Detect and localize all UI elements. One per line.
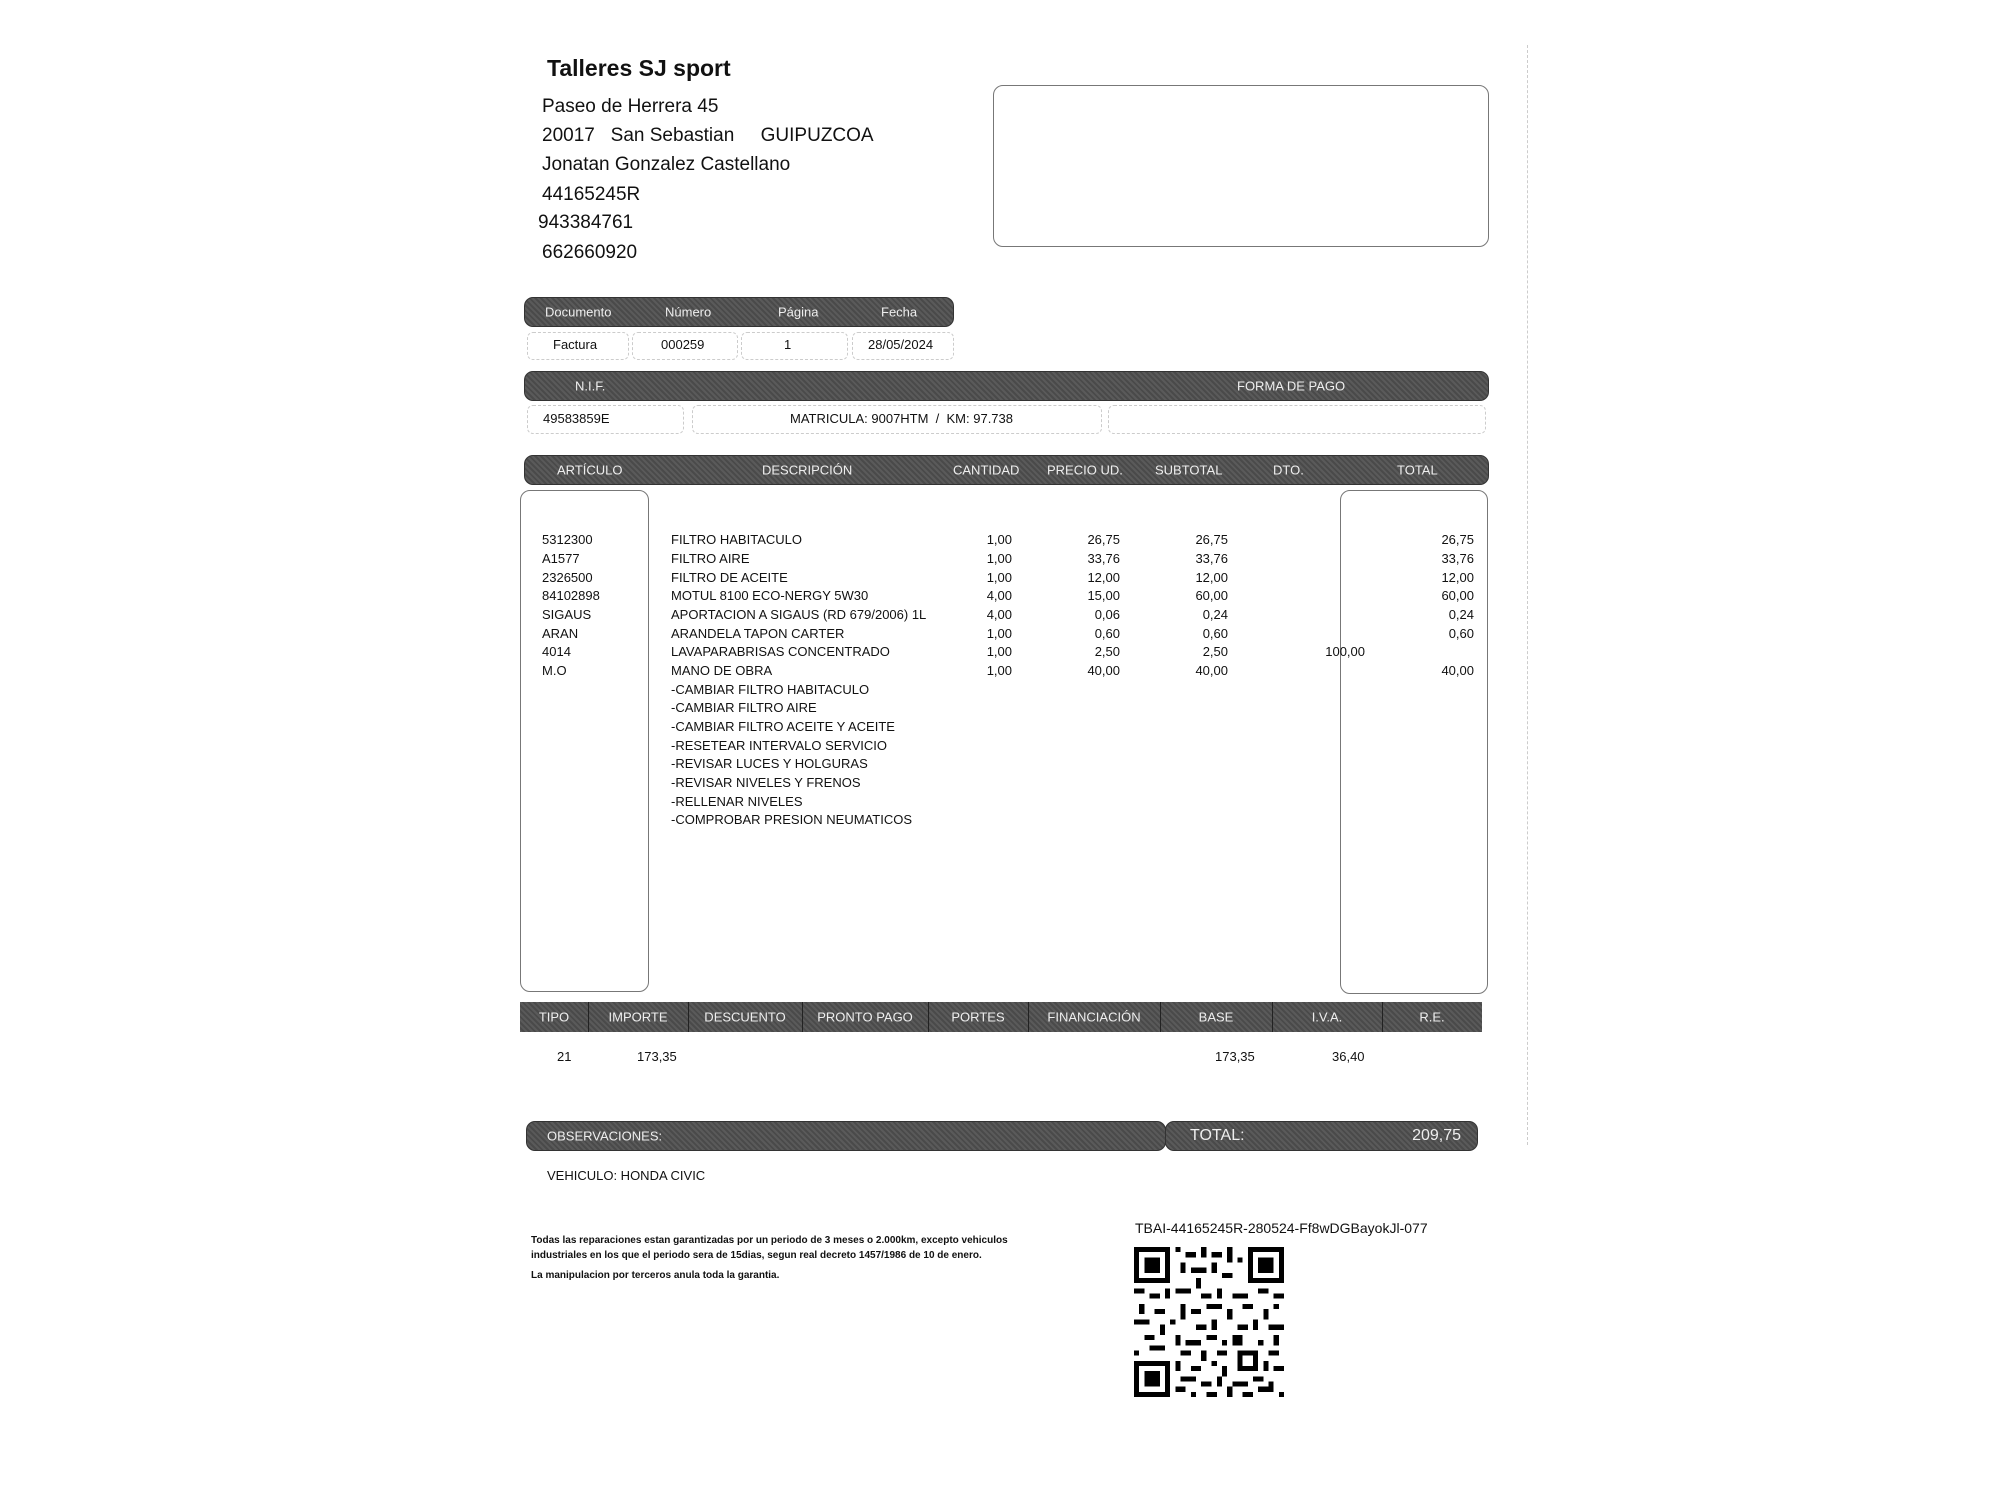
- item-1-qty: 1,00: [986, 532, 1012, 547]
- item-6-price: 0,60: [1094, 626, 1120, 641]
- item-5-subtotal: 0,24: [1202, 607, 1228, 622]
- items-col-precio: PRECIO UD.: [1047, 462, 1123, 478]
- item-8-code: M.O: [542, 663, 567, 678]
- document-header-bar: [524, 297, 954, 327]
- items-col-dto: DTO.: [1273, 462, 1304, 478]
- item-6-qty: 1,00: [986, 626, 1012, 641]
- item-4-price: 15,00: [1087, 588, 1120, 603]
- item-3-code: 2326500: [542, 570, 593, 585]
- observations-label: OBSERVACIONES:: [547, 1128, 663, 1144]
- doc-label-numero: Número: [665, 304, 712, 320]
- company-tax-id: 44165245R: [542, 184, 641, 205]
- item-7-dto: 100,00: [1325, 644, 1365, 659]
- tax-col-pronto-pago: PRONTO PAGO: [817, 1009, 913, 1025]
- item-4-qty: 4,00: [986, 588, 1012, 603]
- item-7-price: 2,50: [1094, 644, 1120, 659]
- labor-note: -CAMBIAR FILTRO HABITACULO: [671, 682, 870, 697]
- item-2-qty: 1,00: [986, 551, 1012, 566]
- items-col-cantidad: CANTIDAD: [953, 462, 1020, 478]
- item-2-price: 33,76: [1087, 551, 1120, 566]
- item-4-total: 60,00: [1441, 588, 1474, 603]
- item-2-total: 33,76: [1441, 551, 1474, 566]
- labor-note: -CAMBIAR FILTRO ACEITE Y ACEITE: [671, 719, 895, 734]
- labor-note: -CAMBIAR FILTRO AIRE: [671, 700, 817, 715]
- scan-edge-line: [1527, 45, 1528, 1145]
- company-owner: Jonatan Gonzalez Castellano: [542, 154, 791, 175]
- item-8-price: 40,00: [1087, 663, 1120, 678]
- items-code-column-box: [520, 490, 649, 992]
- labor-note: -COMPROBAR PRESION NEUMATICOS: [671, 812, 913, 827]
- doc-label-fecha: Fecha: [881, 304, 918, 320]
- company-phone-1: 943384761: [538, 212, 634, 233]
- item-1-code: 5312300: [542, 532, 593, 547]
- nif-label: N.I.F.: [575, 378, 606, 394]
- labor-note: -REVISAR LUCES Y HOLGURAS: [671, 756, 868, 771]
- item-5-desc: APORTACION A SIGAUS (RD 679/2006) 1L: [671, 607, 927, 622]
- total-bar: [1165, 1121, 1478, 1151]
- item-2-subtotal: 33,76: [1195, 551, 1228, 566]
- doc-number-value: 000259: [661, 337, 705, 352]
- labor-note: -REVISAR NIVELES Y FRENOS: [671, 775, 861, 790]
- tax-col-tipo: TIPO: [538, 1009, 570, 1025]
- observations-bar: [526, 1121, 1166, 1151]
- company-name: Talleres SJ sport: [547, 55, 731, 81]
- tax-importe-value: 173,35: [637, 1049, 677, 1064]
- item-8-qty: 1,00: [986, 663, 1012, 678]
- labor-note: -RESETEAR INTERVALO SERVICIO: [671, 738, 887, 753]
- company-address: Paseo de Herrera 45: [542, 96, 719, 117]
- tax-iva-value: 36,40: [1332, 1049, 1365, 1064]
- tbai-code: TBAI-44165245R-280524-Ff8wDGBayokJl-077: [1135, 1220, 1428, 1236]
- item-4-subtotal: 60,00: [1195, 588, 1228, 603]
- item-3-qty: 1,00: [986, 570, 1012, 585]
- items-header-bar: [524, 455, 1489, 485]
- item-5-price: 0,06: [1094, 607, 1120, 622]
- legal-line-3: La manipulacion por terceros anula toda la garantia.: [531, 1270, 780, 1281]
- tax-col-importe: IMPORTE: [608, 1009, 668, 1025]
- payment-method-cell: [1108, 405, 1486, 434]
- item-8-desc: MANO DE OBRA: [671, 663, 773, 678]
- item-5-total: 0,24: [1448, 607, 1474, 622]
- tax-tipo-value: 21: [557, 1049, 572, 1064]
- labor-note: -RELLENAR NIVELES: [671, 794, 803, 809]
- item-2-code: A1577: [542, 551, 580, 566]
- recipient-address-box: [993, 85, 1489, 247]
- item-5-qty: 4,00: [986, 607, 1012, 622]
- doc-page-cell: [741, 332, 848, 360]
- item-6-total: 0,60: [1448, 626, 1474, 641]
- legal-line-2: industriales en los que el periodo sera de 15dias, segun real decreto 1457/1986 de 10 de enero.: [531, 1250, 982, 1261]
- tax-col-re: R.E.: [1419, 1009, 1445, 1025]
- doc-label-documento: Documento: [545, 304, 612, 320]
- doc-page-value: 1: [784, 337, 792, 352]
- item-6-desc: ARANDELA TAPON CARTER: [671, 626, 845, 641]
- item-6-subtotal: 0,60: [1202, 626, 1228, 641]
- item-7-qty: 1,00: [986, 644, 1012, 659]
- item-3-desc: FILTRO DE ACEITE: [671, 570, 788, 585]
- total-label: TOTAL:: [1190, 1127, 1245, 1144]
- company-city: 20017 San Sebastian GUIPUZCOA: [542, 125, 874, 146]
- tax-header-bar: [520, 1002, 1482, 1032]
- item-4-code: 84102898: [542, 588, 600, 603]
- items-col-subtotal: SUBTOTAL: [1155, 462, 1223, 478]
- customer-header-bar: [524, 371, 1489, 401]
- items-col-total: TOTAL: [1397, 462, 1438, 478]
- item-7-code: 4014: [542, 644, 571, 659]
- item-1-subtotal: 26,75: [1195, 532, 1228, 547]
- doc-type-value: Factura: [553, 337, 598, 352]
- tax-col-base: BASE: [1198, 1009, 1234, 1025]
- item-7-desc: LAVAPARABRISAS CONCENTRADO: [671, 644, 890, 659]
- item-2-desc: FILTRO AIRE: [671, 551, 750, 566]
- item-1-price: 26,75: [1087, 532, 1120, 547]
- vehicle-info: MATRICULA: 9007HTM / KM: 97.738: [790, 411, 1013, 426]
- tax-col-descuento: DESCUENTO: [704, 1009, 786, 1025]
- item-1-total: 26,75: [1441, 532, 1474, 547]
- nif-value: 49583859E: [543, 411, 610, 426]
- doc-label-pagina: Página: [778, 304, 819, 320]
- legal-line-1: Todas las reparaciones estan garantizadas por un periodo de 3 meses o 2.000km, excepto vehiculos: [531, 1235, 1008, 1246]
- tax-base-value: 173,35: [1215, 1049, 1255, 1064]
- total-value: 209,75: [1412, 1127, 1461, 1144]
- item-3-subtotal: 12,00: [1195, 570, 1228, 585]
- item-8-total: 40,00: [1441, 663, 1474, 678]
- tbai-qr-code: [1134, 1247, 1284, 1397]
- item-4-desc: MOTUL 8100 ECO-NERGY 5W30: [671, 588, 869, 603]
- tax-col-iva: I.V.A.: [1311, 1009, 1343, 1025]
- items-col-descripcion: DESCRIPCIÓN: [762, 462, 853, 478]
- doc-date-value: 28/05/2024: [868, 337, 934, 352]
- items-col-articulo: ARTÍCULO: [557, 462, 623, 478]
- item-5-code: SIGAUS: [542, 607, 592, 622]
- item-8-subtotal: 40,00: [1195, 663, 1228, 678]
- item-7-subtotal: 2,50: [1202, 644, 1228, 659]
- company-phone-2: 662660920: [542, 242, 638, 263]
- tax-col-portes: PORTES: [951, 1009, 1005, 1025]
- payment-method-label: FORMA DE PAGO: [1237, 378, 1346, 394]
- tax-col-financiacion: FINANCIACIÓN: [1047, 1009, 1141, 1025]
- item-6-code: ARAN: [542, 626, 579, 641]
- item-3-total: 12,00: [1441, 570, 1474, 585]
- item-1-desc: FILTRO HABITACULO: [671, 532, 802, 547]
- item-3-price: 12,00: [1087, 570, 1120, 585]
- observation-text: VEHICULO: HONDA CIVIC: [547, 1168, 706, 1183]
